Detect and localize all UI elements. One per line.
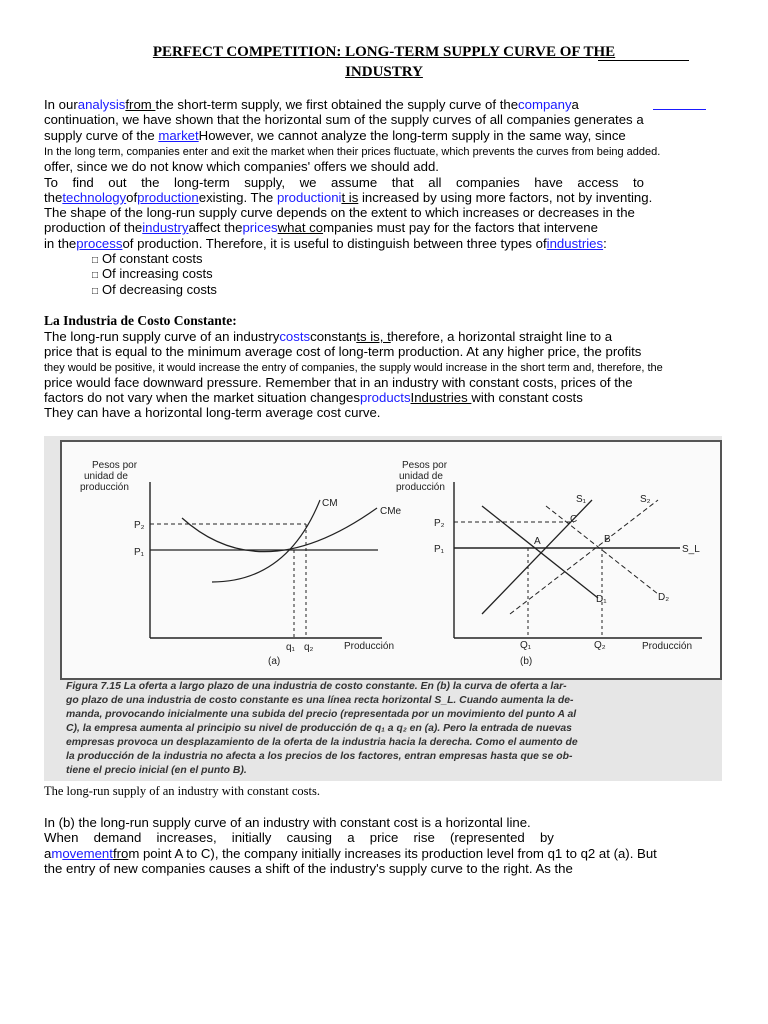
figure-caption xyxy=(66,680,722,778)
tick-label-p2: P₂ xyxy=(434,518,445,529)
figure-scan xyxy=(44,436,722,781)
figure-label: The long-run supply of an industry with constant costs. xyxy=(44,784,321,798)
word: we xyxy=(299,175,317,190)
text: However, we cannot analyze the long-term supply in the same way, since xyxy=(198,128,626,143)
intro-line-2: continuation, we have shown that the horizontal sum of the supply curves of all companies generates a xyxy=(44,112,644,127)
cme-label: CMe xyxy=(380,506,402,517)
text: from xyxy=(125,97,156,112)
link-market[interactable]: market xyxy=(158,128,199,143)
word: price xyxy=(369,830,399,845)
tick-label-q1: q₁ xyxy=(286,642,295,653)
closing-line-2 xyxy=(44,830,554,846)
section-line-4: price would face downward pressure. Remember that in an industry with constant costs, prices of the xyxy=(44,375,633,390)
checkbox-icon: □ xyxy=(92,255,99,266)
closing-line-4: the entry of new companies causes a shift of the industry's supply curve to the right. As the xyxy=(44,861,573,876)
list-item-label: Of increasing costs xyxy=(102,266,213,281)
intro-line-5: offer, since we do not know which companies' offers we should add. xyxy=(44,159,439,174)
text: : xyxy=(603,236,607,251)
page-title-line-2: INDUSTRY xyxy=(345,64,423,80)
word: (represented xyxy=(449,830,525,845)
text: Industries xyxy=(410,390,472,405)
word: that xyxy=(391,175,414,190)
word: all xyxy=(428,175,442,190)
x-axis-label: Producción xyxy=(642,641,693,652)
link-movement[interactable]: m xyxy=(51,846,63,861)
intro-line-9 xyxy=(44,220,598,236)
text: fro xyxy=(112,846,129,861)
cm-label: CM xyxy=(322,498,338,509)
word: rise xyxy=(413,830,435,845)
text: In our xyxy=(44,97,78,112)
intro-line-3 xyxy=(44,128,626,144)
link-technology[interactable]: technology xyxy=(62,190,127,205)
link-products[interactable]: products xyxy=(359,390,411,405)
word: When xyxy=(44,830,79,845)
text: the short-term supply, we first obtained the supply curve of the xyxy=(155,97,519,112)
word: companies xyxy=(455,175,520,190)
text: of production. Therefore, it is useful to distinguish between three types of xyxy=(122,236,547,251)
text: ts is, t xyxy=(356,329,391,344)
closing-line-3 xyxy=(44,846,657,862)
checkbox-icon: □ xyxy=(92,286,99,297)
caption-line: la producción de la industria no afecta a los precios de los factores, entran empresas hasta que se ob- xyxy=(66,751,573,762)
word: have xyxy=(534,175,563,190)
tick-label-q2: q₂ xyxy=(304,642,314,653)
page-title-line-1: PERFECT COMPETITION: LONG-TERM SUPPLY CURVE OF THE xyxy=(152,44,616,60)
cme-curve xyxy=(182,508,377,552)
d1-label: D₁ xyxy=(596,594,607,605)
title-underline-extension xyxy=(598,60,689,61)
caption-line: Figura 7.15 La oferta a largo plazo de una industria de costo constante. En (b) la curva de oferta a lar- xyxy=(66,681,567,692)
text: The long-run supply curve of an industry xyxy=(44,329,280,344)
text: production of the xyxy=(44,220,143,235)
tick-label-p1: P₁ xyxy=(134,547,145,558)
text: supply curve of the xyxy=(44,128,159,143)
caption-line: manda, provocando inicialmente una subida del precio (representada por un movimiento del punto A al xyxy=(66,709,577,720)
word: To xyxy=(44,175,58,190)
section-line-1 xyxy=(44,329,612,345)
tick-label-Q1: Q₁ xyxy=(520,640,532,651)
caption-line: tiene el precio inicial (en el punto B). xyxy=(66,765,247,776)
section-line-6: They can have a horizontal long-term average cost curve. xyxy=(44,405,381,420)
y-axis-label: unidad de xyxy=(399,471,443,482)
figure-panels xyxy=(60,440,722,680)
word: a xyxy=(347,830,355,845)
link-underline xyxy=(653,109,706,110)
link-prices[interactable]: prices xyxy=(242,220,278,235)
section-line-2: price that is equal to the minimum average cost of long-term production. At any higher price, the profits xyxy=(44,344,642,359)
list-item-label: Of decreasing costs xyxy=(102,282,217,297)
text: m point A to C), the company initially increases its production level from q1 to q2 at (a). But xyxy=(128,846,657,861)
caption-line: go plazo de una industria de costo constante es una línea recta horizontal S_L. Cuando aumenta la de- xyxy=(66,695,574,706)
word: long-term xyxy=(174,175,230,190)
link-process[interactable]: process xyxy=(76,236,123,251)
panel-label-b: (b) xyxy=(520,656,533,667)
section-line-5 xyxy=(44,390,583,406)
word: assume xyxy=(330,175,378,190)
link-movement[interactable]: ovement xyxy=(62,846,113,861)
text: mpanies must pay for the factors that intervene xyxy=(323,220,598,235)
tick-label-Q2: Q₂ xyxy=(594,640,606,651)
word: increases, xyxy=(156,830,217,845)
s1-label: S₁ xyxy=(576,494,587,505)
caption-line: C), la empresa aumenta al principio su nivel de producción de q₁ a q₂ en (a). Pero la entrada de nuevas xyxy=(66,723,572,734)
word: supply, xyxy=(244,175,286,190)
caption-line: empresas provoca un desplazamiento de la oferta de la industria hacia la derecha. Como el aumento de xyxy=(66,737,578,748)
section-line-3: they would be positive, it would increase the entry of companies, the supply would increase in the short term and, therefore, the xyxy=(44,362,663,374)
point-b-label: B xyxy=(604,534,611,545)
link-analysis[interactable]: analysis xyxy=(77,97,126,112)
y-axis-label: Pesos por xyxy=(92,460,138,471)
intro-line-6 xyxy=(44,175,644,191)
text: in the xyxy=(44,236,77,251)
link-industries[interactable]: industries xyxy=(546,236,604,251)
d2-label: D₂ xyxy=(658,592,670,603)
list-item-label: Of constant costs xyxy=(102,251,203,266)
point-a-label: A xyxy=(534,536,541,547)
list-item xyxy=(92,282,217,300)
text: what co xyxy=(277,220,324,235)
text: with constant costs xyxy=(471,390,583,405)
word: find xyxy=(72,175,94,190)
text: a xyxy=(44,846,52,861)
word: to xyxy=(633,175,644,190)
text: a xyxy=(571,97,579,112)
word: the xyxy=(141,175,160,190)
text: increased by using more factors, not by inventing. xyxy=(358,190,653,205)
panel-label-a: (a) xyxy=(268,656,281,667)
intro-line-4: In the long term, companies enter and exit the market when their prices fluctuate, which prevents the curves from being added. xyxy=(44,146,661,158)
text: the xyxy=(44,190,63,205)
link-company[interactable]: company xyxy=(518,97,572,112)
section-heading: La Industria de Costo Constante: xyxy=(44,313,237,328)
link-productioni[interactable]: productioni xyxy=(276,190,342,205)
checkbox-icon: □ xyxy=(92,270,99,281)
word: by xyxy=(539,830,554,845)
text: existing. The xyxy=(198,190,277,205)
point-c-label: C xyxy=(570,514,578,525)
intro-line-8: The shape of the long-run supply curve depends on the extent to which increases or decreases in the xyxy=(44,205,635,220)
link-costs[interactable]: costs xyxy=(279,329,311,344)
y-axis-label: producción xyxy=(396,482,445,493)
y-axis-label: producción xyxy=(80,482,129,493)
text: affect the xyxy=(188,220,243,235)
word: access xyxy=(577,175,619,190)
word: initially xyxy=(231,830,272,845)
link-production[interactable]: production xyxy=(137,190,199,205)
y-axis-label: Pesos por xyxy=(402,460,448,471)
text: herefore, a horizontal straight line to a xyxy=(390,329,613,344)
closing-line-1: In (b) the long-run supply curve of an industry with constant cost is a horizontal line. xyxy=(44,815,531,830)
text: constan xyxy=(310,329,357,344)
word: demand xyxy=(93,830,142,845)
intro-line-10 xyxy=(44,236,607,252)
text: factors do not vary when the market situation changes xyxy=(44,390,360,405)
text: t is xyxy=(341,190,359,205)
link-industry[interactable]: industry xyxy=(142,220,189,235)
d1-curve xyxy=(482,506,598,598)
s2-label: S₂ xyxy=(640,494,651,505)
word: out xyxy=(108,175,127,190)
word: causing xyxy=(286,830,333,845)
text: of xyxy=(126,190,138,205)
s2-curve xyxy=(510,500,658,614)
figure-graphs xyxy=(62,442,720,678)
y-axis-label: unidad de xyxy=(84,471,128,482)
intro-line-1 xyxy=(44,97,579,113)
tick-label-p2: P₂ xyxy=(134,520,145,531)
intro-line-7 xyxy=(44,190,652,206)
sl-label: S_L xyxy=(682,544,700,555)
x-axis-label: Producción xyxy=(344,641,395,652)
tick-label-p1: P₁ xyxy=(434,544,445,555)
cm-curve xyxy=(212,500,320,582)
